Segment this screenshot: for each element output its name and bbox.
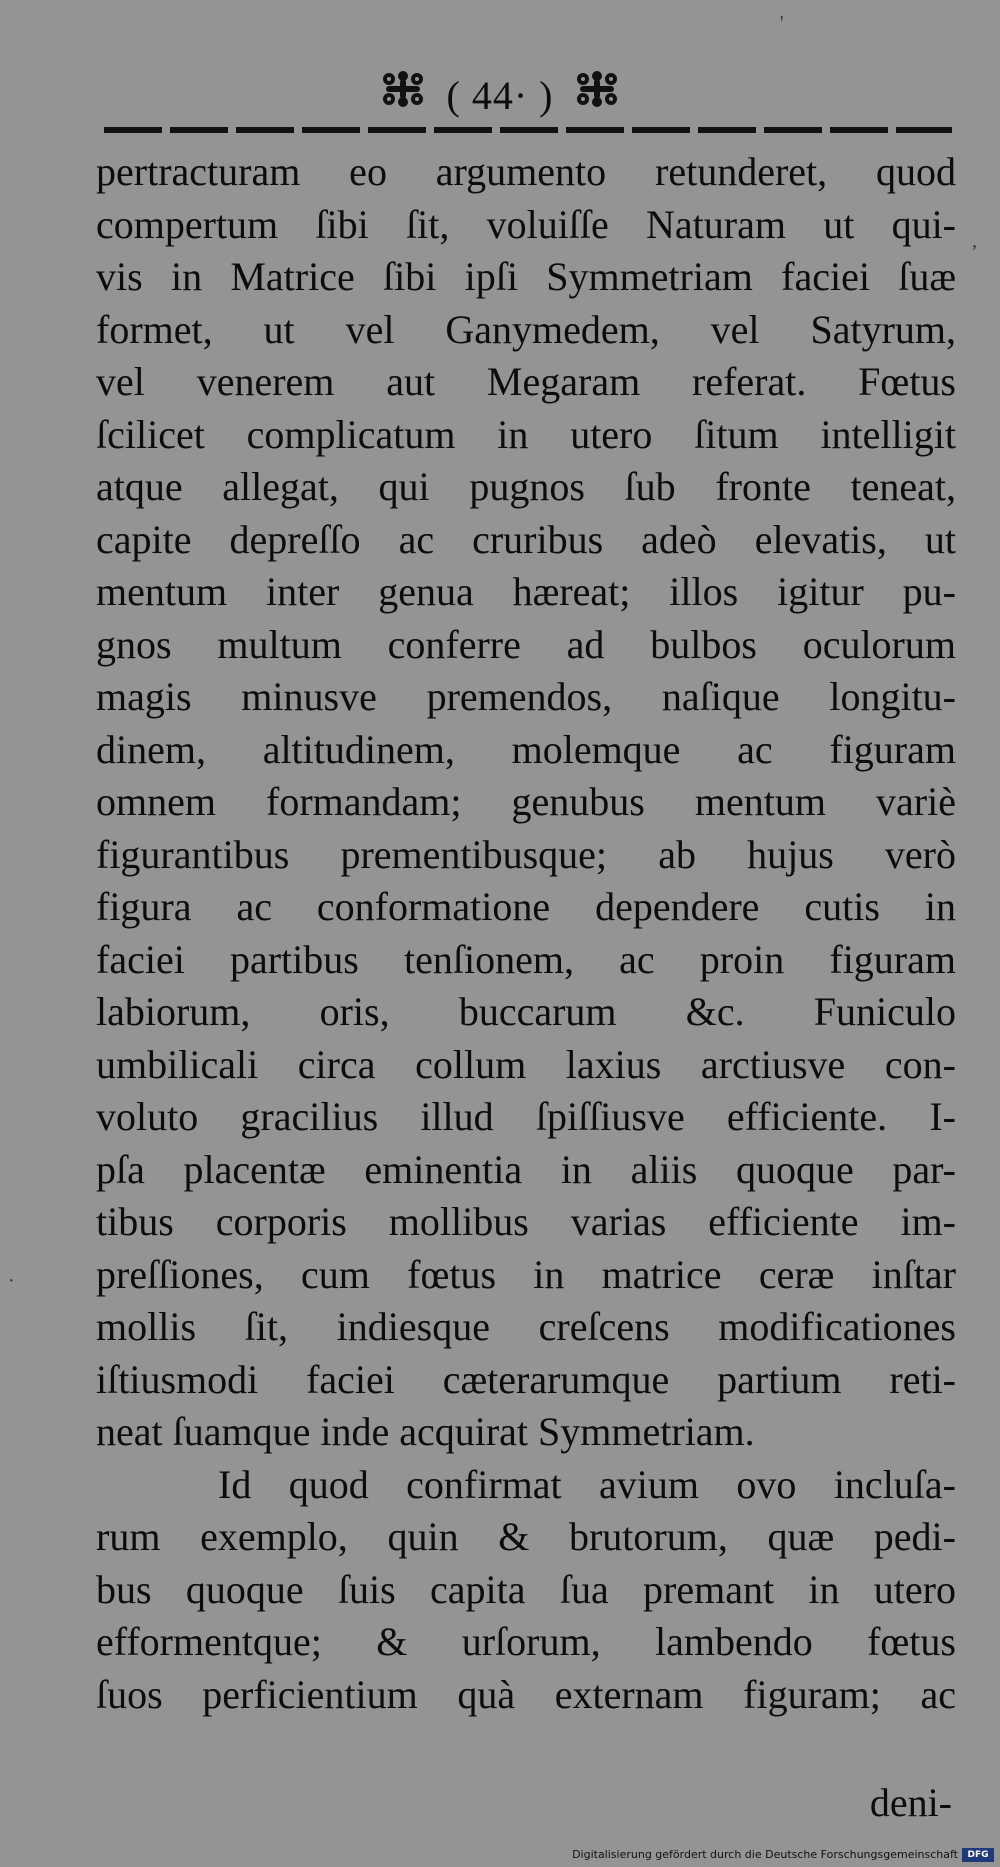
text-line: formet, ut vel Ganymedem, vel Satyrum, xyxy=(96,306,956,352)
text-line: figurantibus prementibusque; ab hujus verò xyxy=(96,831,956,877)
dfg-logo: DFG xyxy=(962,1848,994,1862)
text-line: ſuos perficientium quà externam figuram; ac xyxy=(96,1671,956,1717)
text-line: pertracturam eo argumento retunderet, quod xyxy=(96,149,956,194)
text-line: vel venerem aut Megaram referat. Fœtus xyxy=(96,359,956,404)
page-header xyxy=(0,62,1000,126)
text-line: preſſiones, cum fœtus in matrice ceræ inſtar xyxy=(96,1251,956,1297)
text-line: dinem, altitudinem, molemque ac figuram xyxy=(96,726,956,772)
text-line: Id quod confirmat avium ovo incluſa- xyxy=(218,1461,956,1507)
text-line: labiorum, oris, buccarum &c. Funiculo xyxy=(96,989,956,1034)
text-line: ſcilicet complicatum in utero ſitum intelligit xyxy=(96,411,956,457)
text-line: pſa placentæ eminentia in aliis quoque par- xyxy=(96,1146,956,1192)
header-rule xyxy=(104,127,952,133)
margin-speck: · xyxy=(8,1270,15,1292)
margin-speck: , xyxy=(972,230,977,252)
text-line: gnos multum conferre ad bulbos oculorum xyxy=(96,621,956,667)
text-line: rum exemplo, quin & brutorum, quæ pedi- xyxy=(96,1514,956,1559)
text-line: capite depreſſo ac cruribus adeò elevatis, ut xyxy=(96,516,956,562)
digitization-credit: Digitalisierung gefördert durch die Deutsche Forschungsgemeinschaft xyxy=(572,1848,958,1861)
text-line: vis in Matrice ſibi ipſi Symmetriam faciei ſuæ xyxy=(96,254,956,299)
text-line: tibus corporis mollibus varias efficiente im- xyxy=(96,1199,956,1244)
text-line: efformentque; & urſorum, lambendo fœtus xyxy=(96,1619,956,1664)
left-fleuron-icon xyxy=(380,66,426,126)
text-line: umbilicali circa collum laxius arctiusve con- xyxy=(96,1041,956,1087)
text-line: mollis ſit, indiesque creſcens modificationes xyxy=(96,1304,956,1349)
catchword: deni- xyxy=(869,1780,952,1825)
text-line: mentum inter genua hæreat; illos igitur pu- xyxy=(96,569,956,614)
text-line: voluto gracilius illud ſpiſſiusve efficiente. I- xyxy=(96,1094,956,1139)
page-number: ( 44· ) xyxy=(446,72,554,118)
body-text xyxy=(96,146,956,1721)
text-line: bus quoque ſuis capita ſua premant in utero xyxy=(96,1566,956,1612)
margin-speck: ' xyxy=(780,12,784,34)
text-line: iſtiusmodi faciei cæterarumque partium reti- xyxy=(96,1356,956,1402)
text-line: omnem formandam; genubus mentum variè xyxy=(96,779,956,824)
text-line: magis minusve premendos, naſique longitu- xyxy=(96,674,956,719)
text-line: compertum ſibi ſit, voluiſſe Naturam ut qui- xyxy=(96,201,956,247)
text-line: faciei partibus tenſionem, ac proin figuram xyxy=(96,936,956,982)
text-line: figura ac conformatione dependere cutis in xyxy=(96,884,956,929)
right-fleuron-icon xyxy=(574,66,620,126)
text-line: atque allegat, qui pugnos ſub fronte teneat, xyxy=(96,464,956,509)
text-line: neat ſuamque inde acquirat Symmetriam. xyxy=(96,1409,755,1454)
